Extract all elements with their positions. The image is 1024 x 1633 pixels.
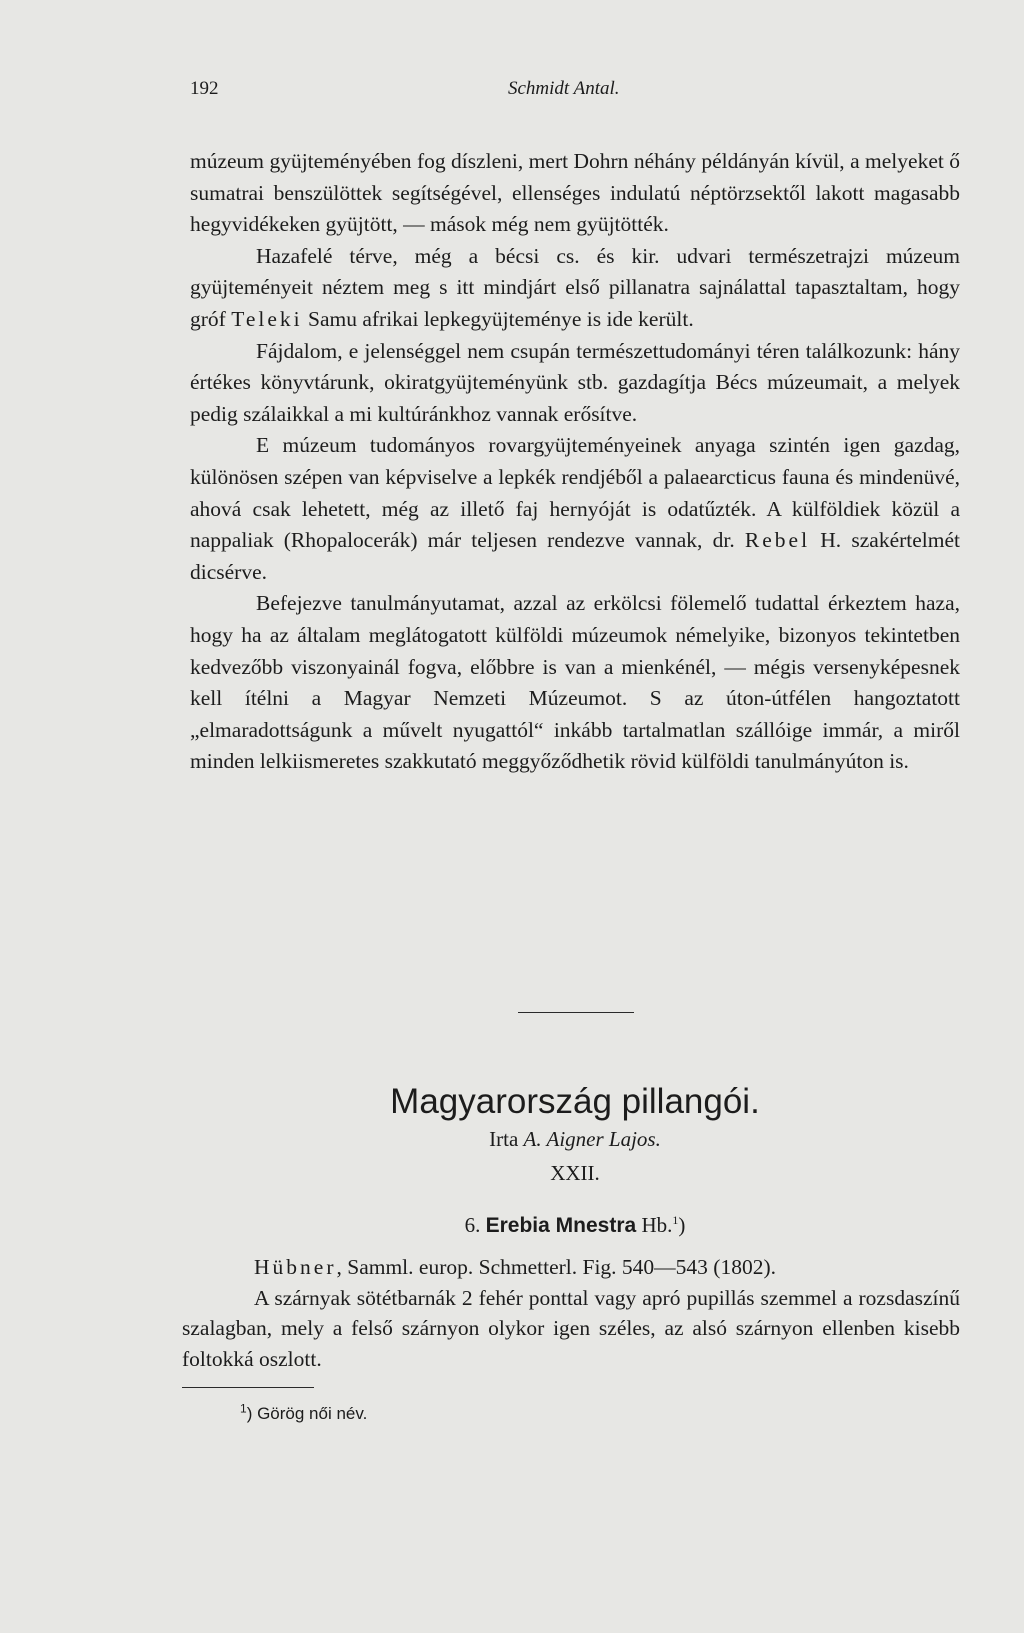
paragraph-vienna-intro: Hazafelé térve, még a bécsi cs. és kir. udvari természetrajzi múzeum gyüjteményeit néztem meg s itt mindjárt első pillanatra sajnálattal tapasztaltam, hogy gróf bbox=[190, 243, 960, 331]
author-prefix: Irta bbox=[489, 1127, 519, 1151]
footnote-mark: 1 bbox=[240, 1401, 247, 1416]
species-citation bbox=[182, 1252, 960, 1283]
citation-rest: , Samml. europ. Schmetterl. Fig. 540—543 (1802). bbox=[336, 1255, 776, 1279]
running-head bbox=[190, 78, 960, 108]
name-rebel: Rebel bbox=[744, 528, 811, 553]
citation-author: Hübner bbox=[254, 1255, 337, 1279]
species-name: Erebia Mnestra bbox=[485, 1214, 637, 1237]
article-number: XXII. bbox=[550, 1161, 600, 1185]
paragraph-insect-collections bbox=[190, 430, 960, 588]
article-title: Magyarország pillangói. bbox=[390, 1082, 760, 1121]
paragraph-libraries: Fájdalom, e jelenséggel nem csupán természettudományi téren találkozunk: hány értékes könyvtárunk, okiratgyüjteményünk stb. gazdagítja Bécs múzeumait, a melyek pedig szálaikkal a mi kultúránkhoz vannak erősítve. bbox=[190, 338, 960, 426]
species-number: 6. bbox=[464, 1213, 481, 1237]
body-text bbox=[190, 146, 960, 778]
paragraph-museum-collection: múzeum gyüjteményében fog díszleni, mert Dohrn néhány példányán kívül, a melyeket ő sumatrai benszülöttek segítségével, ellenséges indulatú néptörzsektől lakott magasabb hegyvidékeken gyüjtött, — mások még nem gyüjtötték. bbox=[190, 149, 960, 237]
species-author: Hb. bbox=[641, 1213, 673, 1237]
paragraph-vienna-rest: Samu afrikai lepkegyüjteménye is ide került. bbox=[308, 306, 694, 331]
article-heading bbox=[190, 1080, 960, 1241]
paragraph-vienna-museum bbox=[190, 241, 960, 336]
footnote-text: Görög női név. bbox=[257, 1404, 368, 1423]
footnote: $^1$) Görög női név. bbox=[240, 1401, 368, 1423]
name-teleki: Teleki bbox=[231, 306, 303, 331]
species-text bbox=[182, 1252, 960, 1374]
species-footnote-mark: 1 bbox=[672, 1213, 679, 1227]
article-author bbox=[190, 1124, 960, 1154]
species-heading: 6. Erebia Mnestra Hb.$^1$) bbox=[464, 1213, 686, 1237]
running-title: Schmidt Antal. bbox=[508, 78, 620, 99]
author-name: A. Aigner Lajos. bbox=[523, 1127, 661, 1151]
paragraph-conclusion: Befejezve tanulmányutamat, azzal az erkölcsi fölemelő tudattal érkeztem haza, hogy ha az általam meglátogatott külföldi múzeumok némelyike, bizonyos tekintetben kedvezőbb viszonyainál fogva, előbbre is van a mienkénél, — mégis versenyképesnek kell ítélni a Magyar Nemzeti Múzeumot. S az úton-útfélen hangoztatott „elmaradottságunk a művelt nyugattól“ inkább tartalmatlan szállóige immár, a miről minden lelkiismeretes szakkutató meggyőződhetik rövid külföldi tanulmányúton is. bbox=[190, 591, 960, 774]
paragraph-insects-rest: H. szakértelmét dicsérve. bbox=[190, 528, 960, 584]
paragraph-insects-intro: E múzeum tudományos rovargyüjteményeinek anyaga szintén igen gazdag, különösen szépen van képviselve a lepkék rendjéből a palaearcticus fauna és mindenüvé, ahová csak lehetett, még az illető faj hernyóját is odatűzték. A külföldiek közül a nappaliak (Rhopalocerák) már teljesen rendezve vannak, dr. bbox=[190, 433, 960, 553]
page-number: 192 bbox=[190, 78, 219, 99]
footnote-divider bbox=[182, 1387, 314, 1388]
species-description: A szárnyak sötétbarnák 2 fehér ponttal vagy apró pupillás szemmel a rozsdaszínű szalagban, mely a felső szárnyon olykor igen széles, az alsó szárnyon ellenben kisebb foltokká oszlott. bbox=[182, 1285, 960, 1371]
section-divider bbox=[518, 1012, 634, 1013]
